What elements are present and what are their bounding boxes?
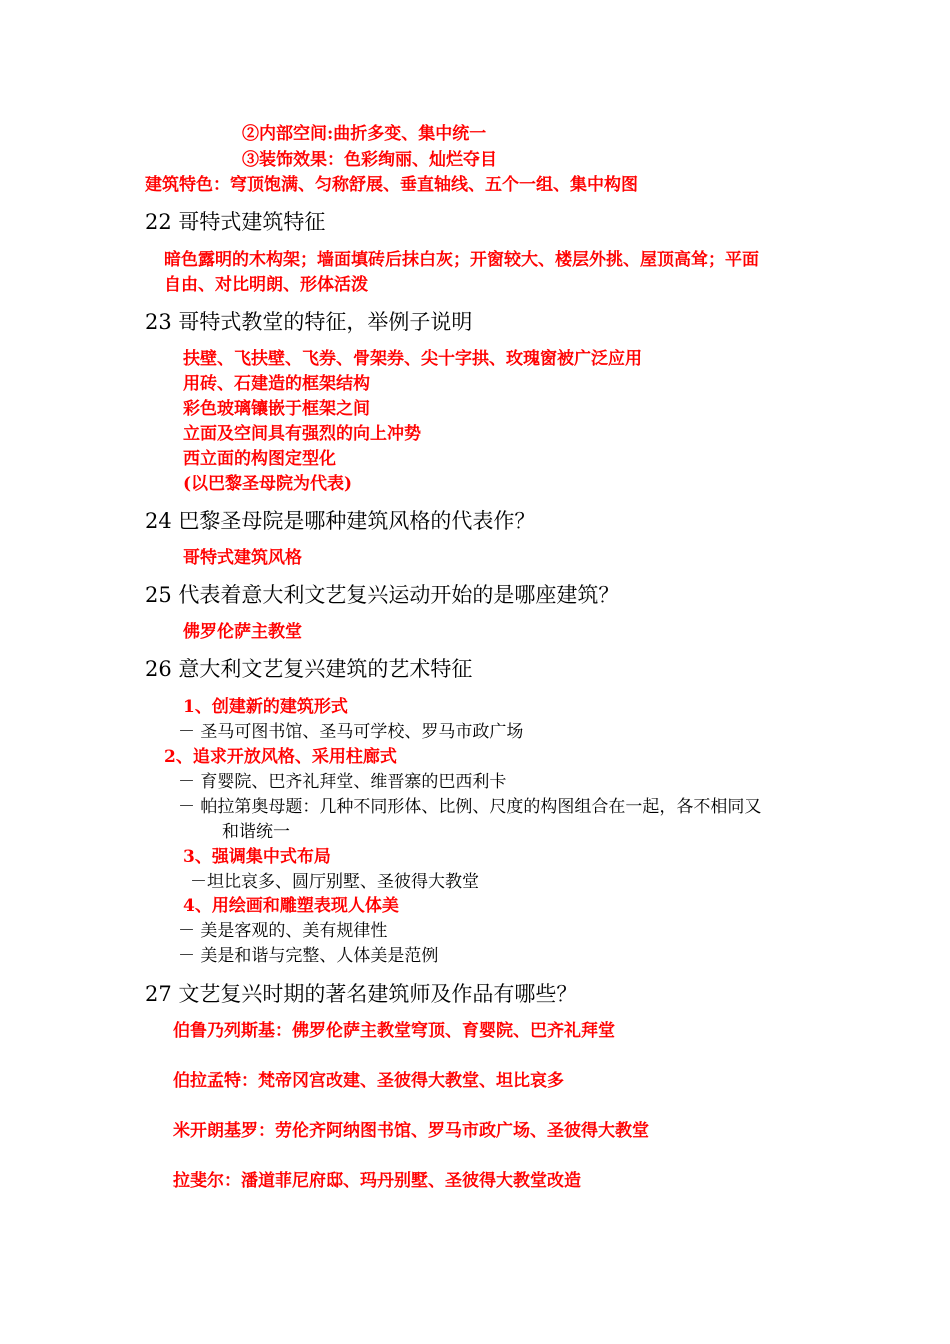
text-line: 哥特式建筑风格 (183, 548, 302, 568)
text-line: 3、强调集中式布局 (183, 847, 331, 867)
question-heading: 27 文艺复兴时期的著名建筑师及作品有哪些？ (145, 982, 578, 1006)
text-line: 和谐统一 (222, 822, 290, 842)
text-line: 自由、对比明朗、形体活泼 (164, 275, 368, 295)
text-line: 佛罗伦萨主教堂 (183, 622, 302, 642)
text-line: － 美是和谐与完整、人体美是范例 (178, 946, 439, 966)
text-line: － 育婴院、巴齐礼拜堂、维晋寨的巴西利卡 (178, 772, 507, 792)
question-heading: 24 巴黎圣母院是哪种建筑风格的代表作？ (145, 509, 536, 533)
text-line: 暗色露明的木构架；墙面填砖后抹白灰；开窗较大、楼层外挑、屋顶高耸；平面 (164, 250, 759, 270)
text-line: － 圣马可图书馆、圣马可学校、罗马市政广场 (178, 722, 524, 742)
question-heading: 23 哥特式教堂的特征，举例子说明 (145, 310, 473, 334)
text-line: 用砖、石建造的框架结构 (183, 374, 370, 394)
text-line: 彩色玻璃镶嵌于框架之间 (183, 399, 370, 419)
text-line: 立面及空间具有强烈的向上冲势 (183, 424, 421, 444)
text-line: －坦比哀多、圆厅别墅、圣彼得大教堂 (190, 872, 479, 892)
text-line: ③装饰效果：色彩绚丽、灿烂夺目 (242, 150, 497, 170)
text-line: － 美是客观的、美有规律性 (178, 921, 388, 941)
text-line: (以巴黎圣母院为代表) (183, 474, 353, 494)
text-line: 1、创建新的建筑形式 (183, 697, 348, 717)
question-heading: 26 意大利文艺复兴建筑的艺术特征 (145, 657, 473, 681)
text-line: 米开朗基罗：劳伦齐阿纳图书馆、罗马市政广场、圣彼得大教堂 (173, 1121, 649, 1141)
text-line: 伯鲁乃列斯基：佛罗伦萨主教堂穹顶、育婴院、巴齐礼拜堂 (173, 1021, 615, 1041)
text-line: － 帕拉第奥母题：几种不同形体、比例、尺度的构图组合在一起，各不相同又 (178, 797, 762, 817)
text-line: 2、追求开放风格、采用柱廊式 (164, 747, 397, 767)
question-heading: 25 代表着意大利文艺复兴运动开始的是哪座建筑？ (145, 583, 620, 607)
text-line: 扶壁、飞扶壁、飞券、骨架券、尖十字拱、玫瑰窗被广泛应用 (183, 349, 642, 369)
text-line: 建筑特色：穹顶饱满、匀称舒展、垂直轴线、五个一组、集中构图 (145, 175, 638, 195)
text-line: 拉斐尔：潘道菲尼府邸、玛丹别墅、圣彼得大教堂改造 (173, 1171, 581, 1191)
text-line: ②内部空间:曲折多变、集中统一 (242, 124, 487, 144)
text-line: 伯拉孟特：梵帝冈宫改建、圣彼得大教堂、坦比哀多 (173, 1071, 564, 1091)
text-line: 4、用绘画和雕塑表现人体美 (183, 896, 399, 916)
question-heading: 22 哥特式建筑特征 (145, 210, 326, 234)
text-line: 西立面的构图定型化 (183, 449, 336, 469)
